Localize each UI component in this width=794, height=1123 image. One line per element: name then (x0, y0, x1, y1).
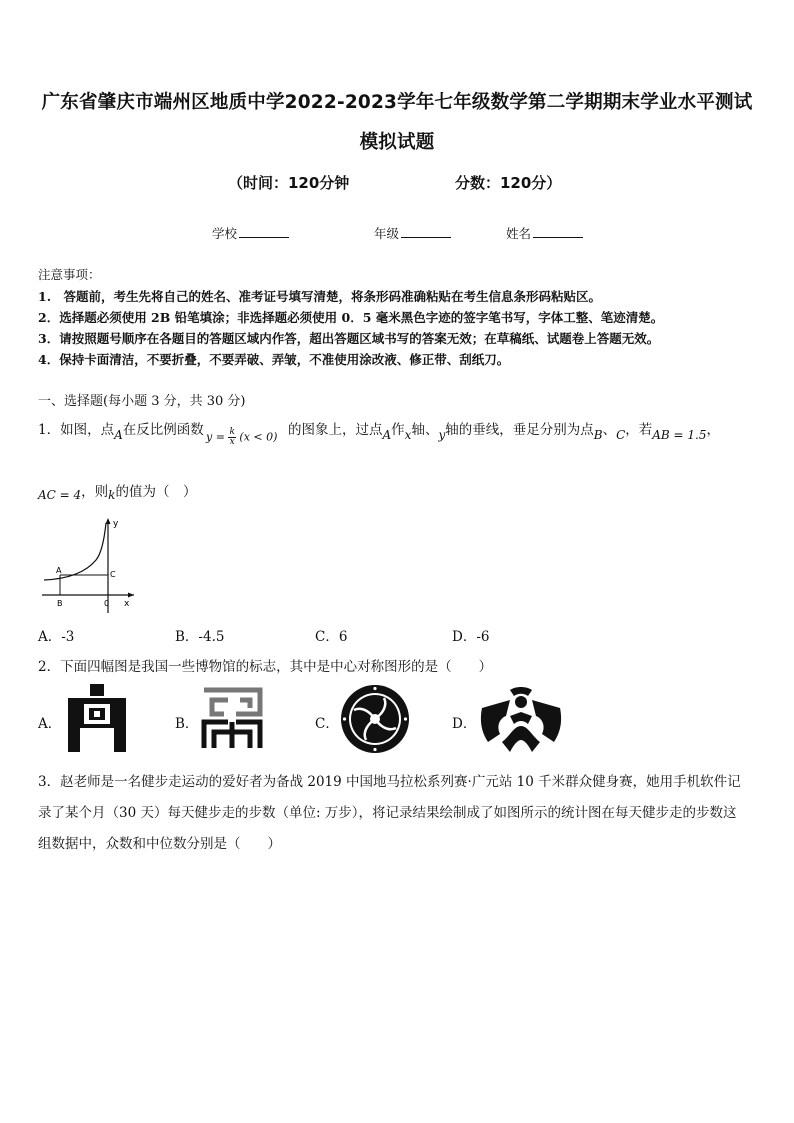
q1-text: 的值为（ ） (115, 484, 197, 500)
name-blank (533, 225, 583, 238)
score-label: 分数：120分） (455, 174, 562, 192)
q2-option-c[interactable]: C． (315, 716, 339, 732)
notes-heading: 注意事项： (38, 267, 101, 282)
q1-text: ，则 (81, 484, 109, 500)
school-blank (239, 225, 289, 238)
q1-function (206, 428, 277, 447)
section-heading: 一、选择题(每小题 3 分，共 30 分) (38, 394, 246, 409)
museum-logo-a-icon (64, 684, 130, 752)
q2-option-d[interactable]: D． (452, 716, 477, 732)
grade-blank (401, 225, 451, 238)
q1-line1 (38, 418, 204, 442)
label-y: y (113, 519, 119, 529)
label-o: 0 (104, 599, 110, 608)
q1-option-c[interactable]: C．6 (315, 629, 348, 645)
q2-option-a[interactable]: A． (38, 716, 62, 732)
museum-logo-d-icon (480, 686, 562, 752)
q1-text: 的图象上，过点 (288, 422, 383, 438)
label-b: B (57, 599, 63, 608)
note-item: 4．保持卡面清洁，不要折叠，不要弄破、弄皱，不准使用涂改液、修正带、刮纸刀。 (38, 352, 510, 367)
q1-y: y (438, 428, 446, 442)
q1-func-k: k (229, 427, 235, 437)
q1-ac: AC = 4 (38, 488, 82, 502)
museum-logo-c-icon (340, 684, 410, 754)
q1-text: 作 (391, 422, 405, 438)
q1-func-y: y = (206, 430, 225, 444)
q1-line2 (38, 480, 196, 500)
q1-text: 轴的垂线，垂足分别为点 (445, 422, 594, 438)
note-item: 1. 答题前，考生先将自己的姓名、准考证号填写清楚，将条形码准确粘贴在考生信息条形码粘贴区。 (38, 289, 602, 304)
q1-text: 在反比例函数 (122, 422, 204, 438)
museum-logo-b-icon (200, 686, 264, 752)
school-label: 学校 (212, 226, 238, 241)
q1-option-d[interactable]: D．-6 (452, 629, 490, 645)
label-c: C (110, 570, 116, 579)
q1-graph (38, 514, 138, 614)
q1-text: ，若 (625, 422, 653, 438)
q1-func-cond: (x < 0) (239, 430, 278, 444)
q3-line3: 组数据中，众数和中位数分别是（ ） (38, 836, 281, 852)
q3-line2: 录了某个月（30 天）每天健步走的步数（单位: 万步），将记录结果绘制成了如图所示的统计图在每天健步走的步数这 (38, 805, 737, 821)
q1-x: x (404, 428, 412, 442)
page-title: 广东省肇庆市端州区地质中学2022-2023学年七年级数学第二学期期末学业水平测试 (41, 92, 753, 113)
q1-text: 、 (602, 422, 617, 438)
note-item: 3．请按照题号顺序在各题目的答题区域内作答，超出答题区域书写的答案无效；在草稿纸、试题卷上答题无效。 (38, 331, 660, 346)
label-x: x (124, 599, 130, 609)
q1-text: 1．如图，点 (38, 422, 115, 438)
q1-fraction (228, 428, 235, 447)
q1-point-b: B (593, 428, 603, 442)
q1-point-a: A (114, 428, 123, 442)
label-a: A (56, 566, 62, 575)
page-title-line2: 模拟试题 (359, 132, 435, 153)
q1-ab: AB = 1.5 (652, 428, 707, 442)
q2-option-b[interactable]: B． (175, 716, 199, 732)
q1-option-a[interactable]: A．-3 (38, 629, 75, 645)
school-field[interactable] (212, 224, 289, 242)
hyperbola-curve (44, 523, 106, 580)
q1-func-x: x (229, 437, 235, 447)
q1-option-b[interactable]: B．-4.5 (175, 629, 225, 645)
q1-point-c: C (616, 428, 626, 442)
q1-line1b (288, 418, 721, 442)
q1-text: 轴、 (411, 422, 439, 438)
q1-text: ， (706, 422, 721, 438)
q1-point-a: A (382, 428, 392, 442)
q3-line1: 3．赵老师是一名健步走运动的爱好者为备战 2019 中国地马拉松系列赛·广元站 10 千米群众健身赛，她用手机软件记 (38, 774, 741, 790)
q2-text: 2．下面四幅图是我国一些博物馆的标志，其中是中心对称图形的是（ ） (38, 659, 493, 675)
note-item: 2．选择题必须使用 2B 铅笔填涂；非选择题必须使用 0．5 毫米黑色字迹的签字笔书写，字体工整、笔迹清楚。 (38, 310, 664, 325)
q1-k: k (108, 488, 116, 502)
name-label: 姓名 (506, 226, 532, 241)
time-label: （时间：120分钟 (228, 174, 350, 192)
grade-label: 年级 (374, 226, 400, 241)
x-axis-arrow (128, 593, 134, 598)
name-field[interactable] (506, 224, 583, 242)
grade-field[interactable] (374, 224, 451, 242)
